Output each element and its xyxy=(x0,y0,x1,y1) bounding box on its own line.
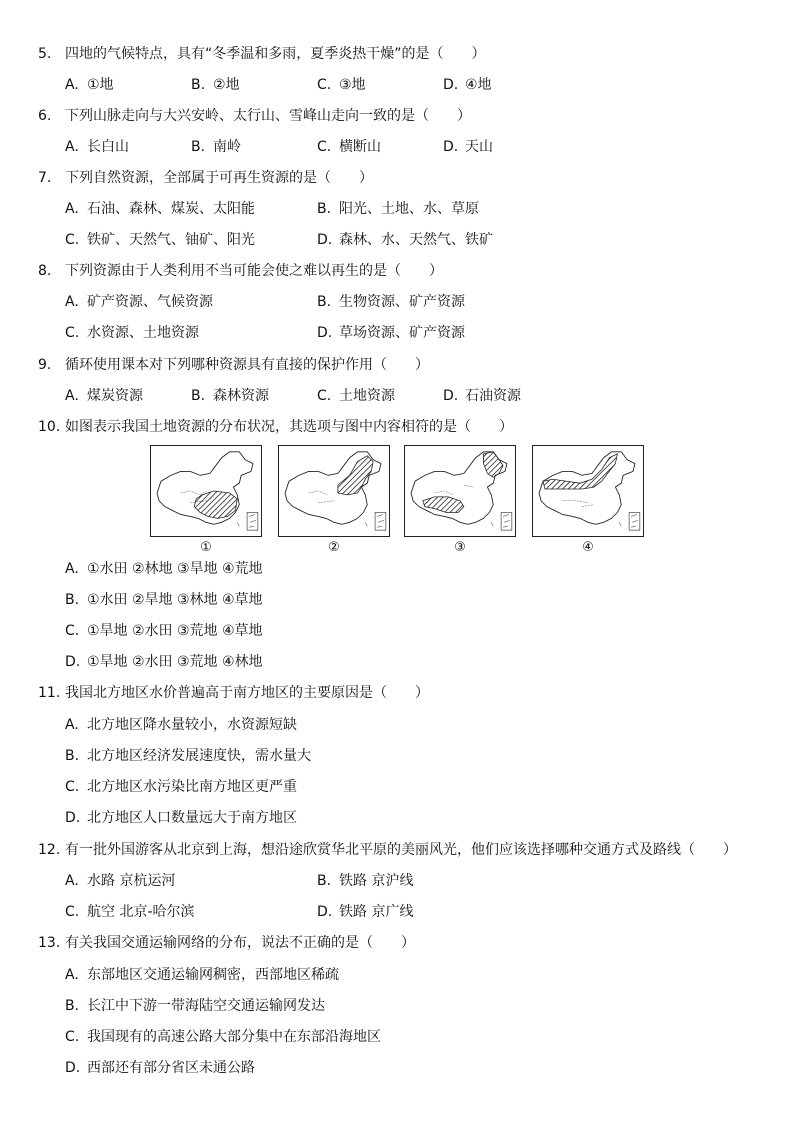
question-10 xyxy=(38,418,513,436)
china-map-4 xyxy=(532,445,644,537)
question-stem: 下列自然资源，全部属于可再生资源的是（ ） xyxy=(65,170,373,186)
option-b: B. 南岭 xyxy=(191,139,241,155)
option-a: A. 长白山 xyxy=(65,139,129,155)
option-b: B. ①水田 ②旱地 ③林地 ④草地 xyxy=(65,592,263,608)
option-b: B. 森林资源 xyxy=(191,388,269,404)
option-a: A. ①水田 ②林地 ③旱地 ④荒地 xyxy=(65,561,263,577)
china-outline-svg xyxy=(279,446,389,536)
option-c: C. 水资源、土地资源 xyxy=(65,325,199,341)
option-b: B. 长江中下游一带海陆空交通运输网发达 xyxy=(65,998,325,1014)
question-11 xyxy=(38,684,429,702)
option-b: B. 阳光、土地、水、草原 xyxy=(317,201,479,217)
china-outline-svg xyxy=(533,446,643,536)
option-a: A. 煤炭资源 xyxy=(65,388,143,404)
question-stem: 下列山脉走向与大兴安岭、太行山、雪峰山走向一致的是（ ） xyxy=(65,108,471,124)
option-b: B. 北方地区经济发展速度快，需水量大 xyxy=(65,748,311,764)
option-d: D. 草场资源、矿产资源 xyxy=(317,325,465,341)
option-d: D. ④地 xyxy=(443,77,492,93)
option-d: D. 北方地区人口数量远大于南方地区 xyxy=(65,810,297,826)
map-label-4: ④ xyxy=(582,540,594,555)
china-outline-svg xyxy=(405,446,515,536)
china-map-1 xyxy=(150,445,262,537)
question-number: 9. xyxy=(38,357,52,373)
option-d: D. 石油资源 xyxy=(443,388,521,404)
option-d: D. 铁路 京广线 xyxy=(317,904,414,920)
option-a: A. 石油、森林、煤炭、太阳能 xyxy=(65,201,255,217)
option-a: A. 矿产资源、气候资源 xyxy=(65,294,213,310)
question-number: 5. xyxy=(38,46,52,62)
question-stem: 我国北方地区水价普遍高于南方地区的主要原因是（ ） xyxy=(65,685,429,701)
question-number: 8. xyxy=(38,263,52,279)
question-number: 12. xyxy=(38,842,61,858)
land-resource-maps xyxy=(150,445,646,557)
map-label-1: ① xyxy=(200,540,212,555)
question-stem: 下列资源由于人类利用不当可能会使之难以再生的是（ ） xyxy=(65,263,443,279)
question-number: 10. xyxy=(38,419,61,435)
option-d: D. ①旱地 ②水田 ③荒地 ④林地 xyxy=(65,654,263,670)
question-13 xyxy=(38,934,415,952)
option-b: B. 生物资源、矿产资源 xyxy=(317,294,465,310)
map-label-2: ② xyxy=(328,540,340,555)
option-c: C. 北方地区水污染比南方地区更严重 xyxy=(65,779,297,795)
option-c: C. 铁矿、天然气、铀矿、阳光 xyxy=(65,232,255,248)
option-a: A. 东部地区交通运输网稠密，西部地区稀疏 xyxy=(65,967,339,983)
option-b: B. ②地 xyxy=(191,77,240,93)
china-outline-svg xyxy=(151,446,261,536)
option-a: A. 北方地区降水量较小，水资源短缺 xyxy=(65,717,297,733)
question-stem: 循环使用课本对下列哪种资源具有直接的保护作用（ ） xyxy=(65,357,429,373)
option-a: A. 水路 京杭运河 xyxy=(65,873,176,889)
option-a: A. ①地 xyxy=(65,77,114,93)
option-c: C. 土地资源 xyxy=(317,388,395,404)
question-stem: 四地的气候特点，具有“冬季温和多雨，夏季炎热干燥”的是（ ） xyxy=(65,46,486,62)
option-c: C. ③地 xyxy=(317,77,366,93)
china-map-2 xyxy=(278,445,390,537)
question-stem: 有关我国交通运输网络的分布，说法不正确的是（ ） xyxy=(65,935,415,951)
question-number: 11. xyxy=(38,685,61,701)
option-c: C. ①旱地 ②水田 ③荒地 ④草地 xyxy=(65,623,263,639)
option-b: B. 铁路 京沪线 xyxy=(317,873,414,889)
question-9 xyxy=(38,356,429,374)
question-5 xyxy=(38,45,486,63)
option-c: C. 横断山 xyxy=(317,139,381,155)
question-stem: 有一批外国游客从北京到上海，想沿途欣赏华北平原的美丽风光，他们应该选择哪种交通方式及路线（ ） xyxy=(65,842,737,858)
china-map-3 xyxy=(404,445,516,537)
question-12 xyxy=(38,841,737,859)
question-number: 6. xyxy=(38,108,52,124)
option-c: C. 我国现有的高速公路大部分集中在东部沿海地区 xyxy=(65,1029,381,1045)
option-d: D. 西部还有部分省区未通公路 xyxy=(65,1060,255,1076)
map-label-3: ③ xyxy=(454,540,466,555)
question-7 xyxy=(38,169,373,187)
option-c: C. 航空 北京-哈尔滨 xyxy=(65,904,195,920)
question-6 xyxy=(38,107,471,125)
question-number: 7. xyxy=(38,170,52,186)
question-stem: 如图表示我国土地资源的分布状况，其选项与图中内容相符的是（ ） xyxy=(65,419,513,435)
question-8 xyxy=(38,262,443,280)
question-number: 13. xyxy=(38,935,61,951)
option-d: D. 天山 xyxy=(443,139,493,155)
option-d: D. 森林、水、天然气、铁矿 xyxy=(317,232,493,248)
